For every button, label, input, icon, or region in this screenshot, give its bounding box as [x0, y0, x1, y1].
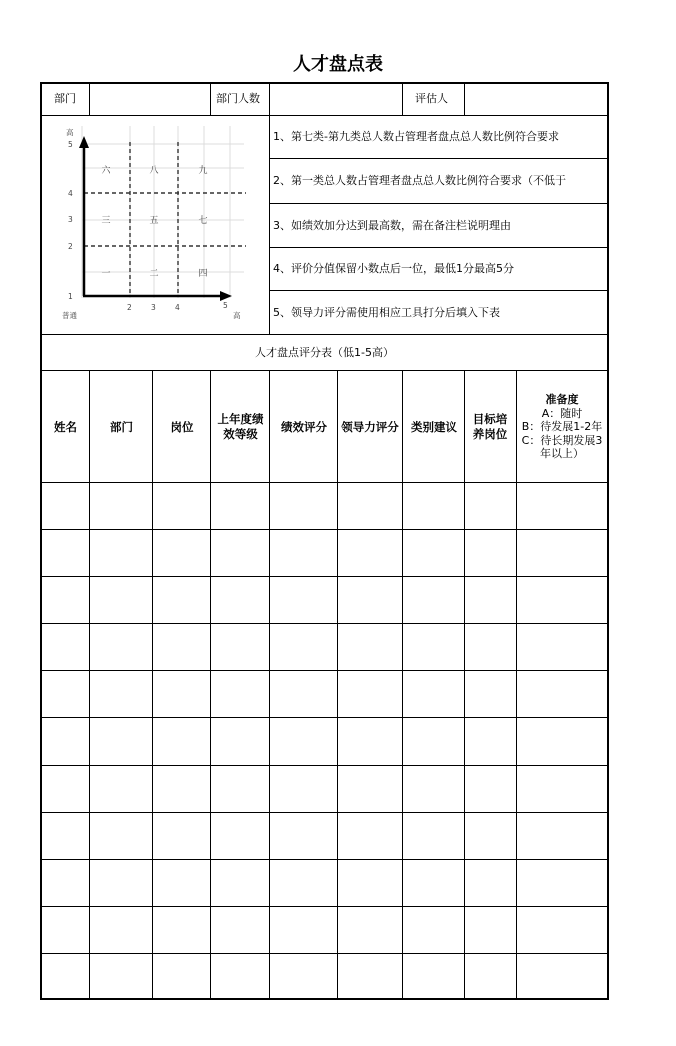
- table-cell[interactable]: [466, 578, 515, 622]
- table-cell[interactable]: [154, 625, 209, 669]
- table-cell[interactable]: [518, 767, 608, 811]
- table-cell[interactable]: [339, 814, 401, 858]
- table-cell[interactable]: [466, 484, 515, 528]
- table-cell[interactable]: [91, 625, 151, 669]
- page-title: 人才盘点表: [293, 54, 383, 75]
- x-tick-2: 2: [127, 303, 132, 312]
- table-cell[interactable]: [404, 531, 463, 575]
- readiness-a: A：随时: [541, 406, 583, 420]
- x-tick-4: 4: [175, 303, 180, 312]
- table-cell[interactable]: [339, 767, 401, 811]
- readiness-c: C：待长期发展3年以上）: [521, 433, 603, 461]
- table-cell[interactable]: [212, 955, 268, 999]
- table-cell[interactable]: [271, 531, 336, 575]
- col-leadership-score: 领导力评分: [341, 419, 399, 434]
- table-cell[interactable]: [42, 719, 88, 764]
- x-tick-5: 5: [223, 301, 228, 310]
- table-cell[interactable]: [404, 955, 463, 999]
- hline: [269, 158, 609, 159]
- box-3: 三: [101, 216, 111, 226]
- note-2: 2、第一类总人数占管理者盘点总人数比例符合要求（不低于: [273, 174, 566, 187]
- table-cell[interactable]: [466, 625, 515, 669]
- table-cell[interactable]: [42, 955, 88, 999]
- col-dept: 部门: [110, 419, 133, 434]
- table-cell[interactable]: [91, 719, 151, 764]
- hline: [40, 529, 609, 530]
- table-cell[interactable]: [212, 578, 268, 622]
- table-cell[interactable]: [271, 814, 336, 858]
- hline: [269, 247, 609, 248]
- table-cell[interactable]: [154, 908, 209, 952]
- table-cell[interactable]: [339, 908, 401, 952]
- table-cell[interactable]: [42, 578, 88, 622]
- nine-box-matrix: [54, 122, 252, 326]
- y-tick-4: 4: [68, 189, 73, 198]
- hline: [40, 717, 609, 718]
- table-cell[interactable]: [518, 625, 608, 669]
- table-cell[interactable]: [91, 908, 151, 952]
- table-cell[interactable]: [271, 578, 336, 622]
- table-cell[interactable]: [404, 484, 463, 528]
- vline: [464, 370, 465, 1000]
- table-cell[interactable]: [271, 719, 336, 764]
- hline: [40, 482, 609, 483]
- dept-label: 部门: [54, 92, 76, 105]
- table-cell[interactable]: [212, 908, 268, 952]
- vline: [516, 370, 517, 1000]
- table-cell[interactable]: [154, 484, 209, 528]
- table-cell[interactable]: [154, 767, 209, 811]
- vline: [210, 370, 211, 1000]
- vline: [402, 370, 403, 1000]
- table-cell[interactable]: [212, 625, 268, 669]
- box-5: 五: [149, 216, 159, 226]
- table-cell[interactable]: [212, 861, 268, 905]
- table-cell[interactable]: [154, 719, 209, 764]
- vline: [210, 82, 211, 115]
- table-cell[interactable]: [404, 814, 463, 858]
- table-cell[interactable]: [154, 814, 209, 858]
- table-cell[interactable]: [271, 861, 336, 905]
- table-cell[interactable]: [42, 767, 88, 811]
- vline: [89, 370, 90, 1000]
- table-cell[interactable]: [404, 767, 463, 811]
- table-cell[interactable]: [404, 625, 463, 669]
- table-cell[interactable]: [466, 861, 515, 905]
- box-7: 七: [198, 216, 208, 226]
- table-cell[interactable]: [466, 672, 515, 716]
- box-9: 九: [198, 166, 208, 176]
- y-tick-1: 1: [68, 292, 73, 301]
- table-cell[interactable]: [154, 531, 209, 575]
- y-axis-label: 高: [66, 128, 74, 137]
- table-cell[interactable]: [404, 861, 463, 905]
- table-cell[interactable]: [518, 719, 608, 764]
- dept-count-input[interactable]: [272, 84, 402, 114]
- table-cell[interactable]: [518, 908, 608, 952]
- box-6: 六: [101, 166, 111, 176]
- table-cell[interactable]: [518, 578, 608, 622]
- table-cell[interactable]: [91, 672, 151, 716]
- table-cell[interactable]: [91, 531, 151, 575]
- table-cell[interactable]: [466, 908, 515, 952]
- col-name: 姓名: [54, 419, 77, 434]
- assessor-label: 评估人: [415, 92, 448, 105]
- hline: [40, 812, 609, 813]
- table-cell[interactable]: [466, 531, 515, 575]
- table-cell[interactable]: [404, 672, 463, 716]
- table-cell[interactable]: [518, 531, 608, 575]
- note-4: 4、评价分值保留小数点后一位，最低1分最高5分: [273, 262, 514, 275]
- vline: [152, 370, 153, 1000]
- table-cell[interactable]: [466, 814, 515, 858]
- hline: [40, 859, 609, 860]
- table-cell[interactable]: [466, 955, 515, 999]
- hline: [40, 115, 609, 116]
- table-cell[interactable]: [339, 861, 401, 905]
- x-axis-start-label: 普通: [62, 311, 77, 320]
- table-cell[interactable]: [212, 531, 268, 575]
- y-axis-arrow-icon: [79, 136, 89, 148]
- col-category: 类别建议: [411, 419, 457, 434]
- hline: [40, 953, 609, 954]
- table-cell[interactable]: [339, 625, 401, 669]
- table-cell[interactable]: [339, 719, 401, 764]
- table-cell[interactable]: [91, 767, 151, 811]
- table-cell[interactable]: [404, 908, 463, 952]
- hline: [40, 576, 609, 577]
- table-cell[interactable]: [404, 578, 463, 622]
- table-cell[interactable]: [91, 578, 151, 622]
- box-2: 二: [149, 269, 159, 279]
- table-cell[interactable]: [339, 672, 401, 716]
- table-cell[interactable]: [212, 672, 268, 716]
- table-cell[interactable]: [271, 955, 336, 999]
- table-cell[interactable]: [518, 484, 608, 528]
- table-cell[interactable]: [404, 719, 463, 764]
- table-cell[interactable]: [518, 955, 608, 999]
- table-cell[interactable]: [42, 531, 88, 575]
- table-cell[interactable]: [339, 955, 401, 999]
- note-1: 1、第七类-第九类总人数占管理者盘点总人数比例符合要求: [273, 130, 559, 143]
- hline: [40, 623, 609, 624]
- table-cell[interactable]: [466, 719, 515, 764]
- table-cell[interactable]: [271, 767, 336, 811]
- table-cell[interactable]: [212, 814, 268, 858]
- y-tick-3: 3: [68, 215, 73, 224]
- table-cell[interactable]: [154, 955, 209, 999]
- table-cell[interactable]: [154, 861, 209, 905]
- vline: [402, 82, 403, 115]
- table-cell[interactable]: [271, 484, 336, 528]
- col-readiness: [518, 372, 606, 482]
- table-cell[interactable]: [339, 531, 401, 575]
- dept-count-label: 部门人数: [216, 92, 260, 105]
- vline: [269, 370, 270, 1000]
- col-last-year-perf: 上年度绩效等级: [217, 412, 264, 441]
- hline: [269, 203, 609, 204]
- table-cell[interactable]: [518, 861, 608, 905]
- table-cell[interactable]: [339, 484, 401, 528]
- hline: [40, 670, 609, 671]
- score-table-title: 人才盘点评分表（低1-5高）: [255, 345, 394, 359]
- table-cell[interactable]: [339, 578, 401, 622]
- table-cell[interactable]: [212, 719, 268, 764]
- table-cell[interactable]: [42, 908, 88, 952]
- box-4: 四: [198, 269, 208, 279]
- table-cell[interactable]: [518, 814, 608, 858]
- note-5: 5、领导力评分需使用相应工具打分后填入下表: [273, 305, 500, 319]
- table-cell[interactable]: [91, 814, 151, 858]
- col-position: 岗位: [170, 419, 194, 434]
- table-cell[interactable]: [91, 484, 151, 528]
- y-tick-2: 2: [68, 242, 73, 251]
- table-cell[interactable]: [271, 625, 336, 669]
- hline: [269, 290, 609, 291]
- table-cell[interactable]: [42, 672, 88, 716]
- x-tick-3: 3: [151, 303, 156, 312]
- hline: [40, 906, 609, 907]
- table-cell[interactable]: [42, 484, 88, 528]
- y-tick-5: 5: [68, 140, 73, 149]
- table-cell[interactable]: [91, 861, 151, 905]
- x-axis-end-label: 高: [233, 311, 241, 320]
- col-perf-score: 绩效评分: [281, 419, 327, 434]
- readiness-title: 准备度: [545, 393, 579, 407]
- table-cell[interactable]: [42, 625, 88, 669]
- table-cell[interactable]: [518, 672, 608, 716]
- table-cell[interactable]: [91, 955, 151, 999]
- box-1: 一: [101, 269, 111, 279]
- table-cell[interactable]: [271, 908, 336, 952]
- table-cell[interactable]: [42, 861, 88, 905]
- table-cell[interactable]: [42, 814, 88, 858]
- table-cell[interactable]: [154, 578, 209, 622]
- hline: [40, 765, 609, 766]
- table-cell[interactable]: [212, 484, 268, 528]
- readiness-b: B：待发展1-2年: [521, 420, 603, 434]
- table-cell[interactable]: [466, 767, 515, 811]
- hline: [40, 370, 609, 371]
- col-target-position: 目标培养岗位: [472, 412, 508, 441]
- table-cell[interactable]: [271, 672, 336, 716]
- box-8: 八: [149, 166, 159, 176]
- assessor-input[interactable]: [467, 84, 607, 114]
- table-cell[interactable]: [154, 672, 209, 716]
- dept-input[interactable]: [91, 84, 209, 114]
- note-3: 3、如绩效加分达到最高数，需在备注栏说明理由: [273, 218, 511, 232]
- table-cell[interactable]: [212, 767, 268, 811]
- hline: [40, 334, 609, 335]
